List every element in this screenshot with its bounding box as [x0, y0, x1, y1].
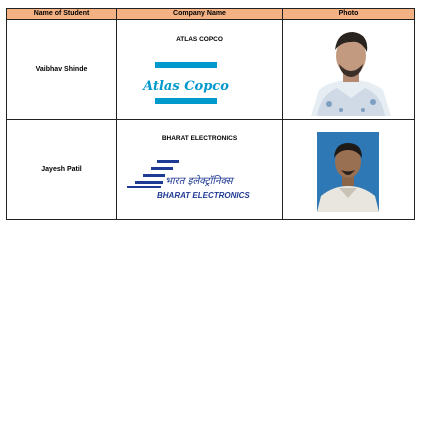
company-name: ATLAS COPCO — [176, 36, 223, 43]
placement-table — [6, 8, 415, 220]
atlas-copco-logo-icon — [143, 62, 229, 106]
student-name: Jayesh Patil — [7, 120, 117, 220]
svg-text:BHARAT ELECTRONICS: BHARAT ELECTRONICS — [157, 191, 250, 200]
student-photo — [311, 24, 391, 116]
company-cell — [117, 120, 283, 220]
svg-text:भारत इलेक्ट्रॉनिक्स: भारत इलेक्ट्रॉनिक्स — [165, 176, 233, 187]
header-company-name: Company Name — [117, 9, 283, 20]
header-photo: Photo — [283, 9, 415, 20]
table-header-row — [7, 9, 415, 20]
bharat-electronics-logo-icon — [123, 160, 273, 206]
table-row — [7, 120, 415, 220]
student-photo — [317, 132, 379, 212]
photo-cell — [283, 120, 415, 220]
company-cell — [117, 20, 283, 120]
svg-text:Atlas Copco: Atlas Copco — [143, 79, 229, 94]
company-name: BHARAT ELECTRONICS — [161, 135, 238, 142]
table-row — [7, 20, 415, 120]
photo-cell — [283, 20, 415, 120]
student-name: Vaibhav Shinde — [7, 20, 117, 120]
header-name-of-student: Name of Student — [7, 9, 117, 20]
